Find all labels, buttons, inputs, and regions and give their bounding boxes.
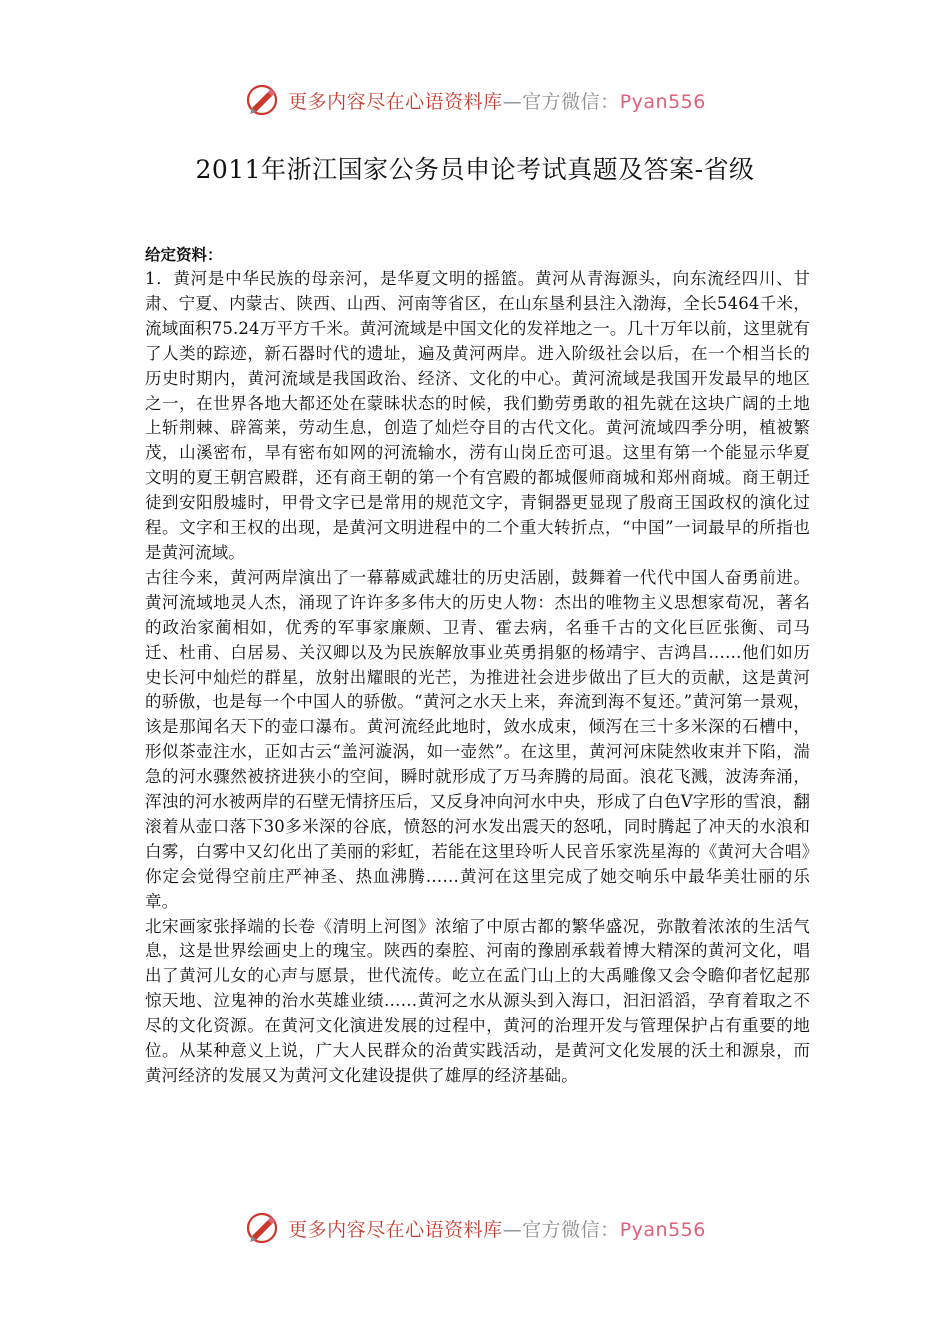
watermark-dash: — <box>502 90 523 113</box>
paragraph: 古往今来，黄河两岸演出了一幕幕威武雄壮的历史活剧，鼓舞着一代代中国人奋勇前进。黄河流域地灵人杰，涌现了许许多多伟大的历史人物：杰出的唯物主义思想家荀况，著名的政治家蔺相如，优秀的军事家廉颇、卫青、霍去病，名垂千古的文化巨匠张衡、司马迁、杜甫、白居易、关汉卿以及为民族解放事业英勇捐躯的杨靖宇、吉鸿昌……他们如历史长河中灿烂的群星，放射出耀眼的光芒，为推进社会进步做出了巨大的贡献，这是黄河的骄傲，也是每一个中国人的骄傲。“黄河之水天上来，奔流到海不复还。”黄河第一景观，该是那闻名天下的壶口瀑布。黄河流经此地时，敛水成束，倾泻在三十多米深的石槽中，形似茶壶注水，正如古云“盖河漩涡，如一壶然”。在这里，黄河河床陡然收束并下陷，湍急的河水骤然被挤进狭小的空间，瞬时就形成了万马奔腾的局面。浪花飞溅，波涛奔涌，浑浊的河水被两岸的石壁无情挤压后，又反身冲向河水中央，形成了白色V字形的雪浪，翻滚着从壶口落下30多米深的谷底，愤怒的河水发出震天的怒吼，同时腾起了冲天的水浪和白雾，白雾中又幻化出了美丽的彩虹，若能在这里玲听人民音乐家洗星海的《黄河大合唱》你定会觉得空前庄严神圣、热血沸腾……黄河在这里完成了她交响乐中最华美壮丽的乐章。 <box>145 567 810 911</box>
watermark-main-text: 更多内容尽在心语资料库 <box>288 1218 503 1241</box>
watermark-text <box>288 1215 706 1242</box>
watermark-contact-label: 官方微信： <box>522 1218 620 1241</box>
document-title: 2011年浙江国家公务员申论考试真题及答案-省级 <box>195 155 755 184</box>
document-body <box>145 243 810 1089</box>
section-label: 给定资料： <box>145 245 223 264</box>
pen-logo-icon <box>244 1210 280 1246</box>
watermark-dash: — <box>502 1218 523 1241</box>
watermark-footer <box>0 1206 950 1250</box>
paragraph: 1．黄河是中华民族的母亲河，是华夏文明的摇篮。黄河从青海源头，向东流经四川、甘肃、宁夏、内蒙古、陕西、山西、河南等省区，在山东垦利县注入渤海，全长5464千米，流域面积75.24万平方千米。黄河流域是中国文化的发祥地之一。几十万年以前，这里就有了人类的踪迹，新石器时代的遗址，遍及黄河两岸。进入阶级社会以后，在一个相当长的历史时期内，黄河流域是我国政治、经济、文化的中心。黄河流域是我国开发最早的地区之一，在世界各地大都还处在蒙昧状态的时候，我们勤劳勇敢的祖先就在这块广阔的土地上斩荆棘、辟篙莱，劳动生息，创造了灿烂夺目的古代文化。黄河流域四季分明，植被繁茂，山溪密布，旱有密布如网的河流输水，涝有山岗丘峦可退。这里有第一个能显示华夏文明的夏王朝宫殿群，还有商王朝的第一个有宫殿的都城偃师商城和郑州商城。商王朝迁徒到安阳殷墟时，甲骨文字已是常用的规范文字，青铜器更显现了殷商王国政权的演化过程。文字和王权的出现，是黄河文明进程中的二个重大转折点，“中国”一词最早的所指也是黄河流域。 <box>145 269 810 562</box>
watermark-contact-label: 官方微信： <box>522 90 620 113</box>
watermark-header <box>0 78 950 122</box>
paragraph: 北宋画家张择端的长卷《清明上河图》浓缩了中原古都的繁华盛况，弥散着浓浓的生活气息，这是世界绘画史上的瑰宝。陕西的秦腔、河南的豫剧承载着博大精深的黄河文化，唱出了黄河儿女的心声与愿景，世代流传。屹立在孟门山上的大禹雕像又会令瞻仰者忆起那惊天地、泣鬼神的治水英雄业绩……黄河之水从源头到入海口，汩汩滔滔，孕育着取之不尽的文化资源。在黄河文化演进发展的过程中，黄河的治理开发与管理保护占有重要的地位。从某种意义上说，广大人民群众的治黄实践活动，是黄河文化发展的沃土和源泉，而黄河经济的发展又为黄河文化建设提供了雄厚的经济基础。 <box>145 916 810 1085</box>
watermark-main-text: 更多内容尽在心语资料库 <box>288 90 503 113</box>
watermark-handle: Pyan556 <box>619 1218 706 1241</box>
watermark-handle: Pyan556 <box>619 90 706 113</box>
pen-logo-icon <box>244 82 280 118</box>
watermark-text <box>288 87 706 114</box>
